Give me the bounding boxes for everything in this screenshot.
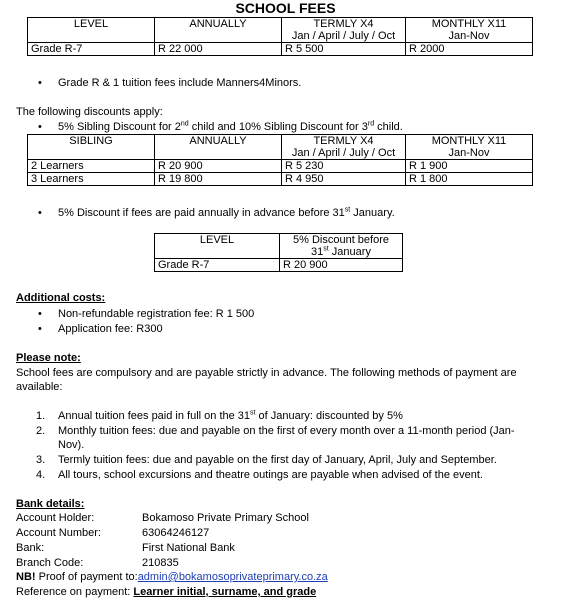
table-cell: R 1 900 bbox=[406, 160, 533, 173]
discount-table bbox=[154, 233, 403, 272]
header-sublabel: 31 bbox=[311, 246, 324, 258]
proof-label-emphasis: NB! bbox=[16, 571, 36, 583]
paragraph-line: School fees are compulsory and are payable strictly in advance. The following methods of payment are bbox=[16, 367, 517, 379]
header-cell bbox=[28, 135, 155, 160]
header-label: SIBLING bbox=[69, 135, 113, 147]
proof-of-payment-line bbox=[16, 571, 328, 584]
item-number: 2. bbox=[36, 425, 46, 437]
bank-value: 63064246127 bbox=[142, 527, 210, 539]
item-text: Termly tuition fees: due and payable on the first day of January, April, July and September. bbox=[58, 454, 497, 466]
table-cell: R 20 900 bbox=[280, 259, 403, 272]
header-sublabel: Jan-Nov bbox=[448, 30, 490, 42]
note-text: Grade R & 1 tuition fees include Manners4Minors. bbox=[58, 77, 302, 89]
fees-table bbox=[27, 17, 533, 56]
header-cell bbox=[28, 18, 155, 43]
header-label: LEVEL bbox=[199, 234, 235, 246]
header-label: MONTHLY X11 bbox=[431, 18, 507, 30]
bank-details-heading: Bank details: bbox=[16, 498, 85, 510]
header-cell bbox=[282, 18, 406, 43]
header-sublabel: January bbox=[328, 246, 371, 258]
list-item bbox=[38, 77, 302, 90]
bank-label: Account Number: bbox=[16, 527, 101, 539]
reference-value: Learner initial, surname, and grade bbox=[133, 586, 317, 598]
header-cell bbox=[406, 18, 533, 43]
discounts-intro: The following discounts apply: bbox=[16, 106, 163, 118]
header-label: TERMLY X4 bbox=[313, 18, 374, 30]
numbered-item bbox=[36, 454, 497, 467]
numbered-item bbox=[36, 425, 515, 438]
proof-label: Proof of payment to: bbox=[35, 571, 138, 583]
item-number: 4. bbox=[36, 469, 46, 481]
header-label: TERMLY X4 bbox=[313, 135, 374, 147]
bullet-icon: • bbox=[38, 121, 42, 133]
reference-line bbox=[16, 586, 316, 599]
please-note-heading: Please note: bbox=[16, 352, 81, 364]
page-title: SCHOOL FEES bbox=[235, 0, 336, 16]
note-text: 5% Sibling Discount for 2 bbox=[58, 121, 181, 133]
table-cell: R 20 900 bbox=[155, 160, 282, 173]
bank-value: 210835 bbox=[142, 557, 179, 569]
cost-item: Non-refundable registration fee: R 1 500 bbox=[58, 308, 255, 320]
list-item bbox=[38, 308, 255, 321]
header-cell bbox=[282, 135, 406, 160]
bullet-icon: • bbox=[38, 323, 42, 335]
reference-label: Reference on payment: bbox=[16, 586, 134, 598]
note-text: 5% Discount if fees are paid annually in advance before 31 bbox=[58, 207, 345, 219]
item-text: Annual tuition fees paid in full on the 31 bbox=[58, 410, 251, 422]
note-text: child and 10% Sibling Discount for 3 bbox=[188, 121, 368, 133]
list-item bbox=[38, 323, 163, 336]
list-item bbox=[38, 206, 395, 220]
cost-item: Application fee: R300 bbox=[58, 323, 163, 335]
superscript: rd bbox=[367, 120, 375, 128]
header-cell bbox=[155, 234, 280, 259]
table-header-row bbox=[155, 234, 403, 259]
header-cell bbox=[280, 234, 403, 259]
item-number: 1. bbox=[36, 410, 46, 422]
table-cell: R 22 000 bbox=[155, 43, 282, 56]
header-label: LEVEL bbox=[73, 18, 109, 30]
bullet-icon: • bbox=[38, 308, 42, 320]
table-row bbox=[28, 43, 533, 56]
header-cell bbox=[155, 18, 282, 43]
numbered-item bbox=[36, 409, 403, 423]
numbered-item-continuation: Nov). bbox=[58, 439, 85, 451]
item-number: 3. bbox=[36, 454, 46, 466]
bank-label: Account Holder: bbox=[16, 512, 95, 524]
item-text: of January: discounted by 5% bbox=[255, 410, 403, 422]
header-label: MONTHLY X11 bbox=[431, 135, 507, 147]
superscript: st bbox=[250, 409, 256, 417]
table-cell: 2 Learners bbox=[28, 160, 155, 173]
header-sublabel: Jan / April / July / Oct bbox=[291, 147, 396, 159]
table-cell: Grade R-7 bbox=[28, 43, 155, 56]
header-sublabel: Jan-Nov bbox=[448, 147, 490, 159]
header-label: ANNUALLY bbox=[189, 18, 247, 30]
table-header-row bbox=[28, 18, 533, 43]
superscript: nd bbox=[180, 120, 189, 128]
superscript: st bbox=[323, 245, 329, 253]
numbered-item bbox=[36, 469, 483, 482]
proof-email-link[interactable]: admin@bokamosoprivateprimary.co.za bbox=[137, 571, 328, 583]
header-cell bbox=[155, 135, 282, 160]
table-header-row bbox=[28, 135, 533, 160]
header-label: 5% Discount before bbox=[293, 234, 389, 246]
bank-value: Bokamoso Private Primary School bbox=[142, 512, 309, 524]
note-text: January. bbox=[350, 207, 395, 219]
note-text: child. bbox=[374, 121, 403, 133]
table-cell: R 5 500 bbox=[282, 43, 406, 56]
item-text: Monthly tuition fees: due and payable on the first of every month over a 11-month period (Jan- bbox=[58, 425, 515, 437]
table-row bbox=[155, 259, 403, 272]
header-label: ANNUALLY bbox=[189, 135, 247, 147]
table-cell: R 4 950 bbox=[282, 173, 406, 186]
table-cell: R 1 800 bbox=[406, 173, 533, 186]
table-cell: R 19 800 bbox=[155, 173, 282, 186]
sibling-table bbox=[27, 134, 533, 186]
superscript: st bbox=[344, 206, 351, 214]
table-row bbox=[28, 173, 533, 186]
additional-costs-heading: Additional costs: bbox=[16, 292, 106, 304]
header-cell bbox=[406, 135, 533, 160]
bank-label: Bank: bbox=[16, 542, 45, 554]
table-row bbox=[28, 160, 533, 173]
header-sublabel: Jan / April / July / Oct bbox=[291, 30, 396, 42]
item-text: All tours, school excursions and theatre outings are payable when advised of the event. bbox=[58, 469, 483, 481]
bullet-icon: • bbox=[38, 77, 42, 89]
table-cell: R 2000 bbox=[406, 43, 533, 56]
paragraph-line: available: bbox=[16, 381, 63, 393]
bank-label: Branch Code: bbox=[16, 557, 84, 569]
list-item bbox=[38, 120, 403, 134]
table-cell: R 5 230 bbox=[282, 160, 406, 173]
table-cell: Grade R-7 bbox=[155, 259, 280, 272]
table-cell: 3 Learners bbox=[28, 173, 155, 186]
bullet-icon: • bbox=[38, 207, 42, 219]
bank-value: First National Bank bbox=[142, 542, 235, 554]
